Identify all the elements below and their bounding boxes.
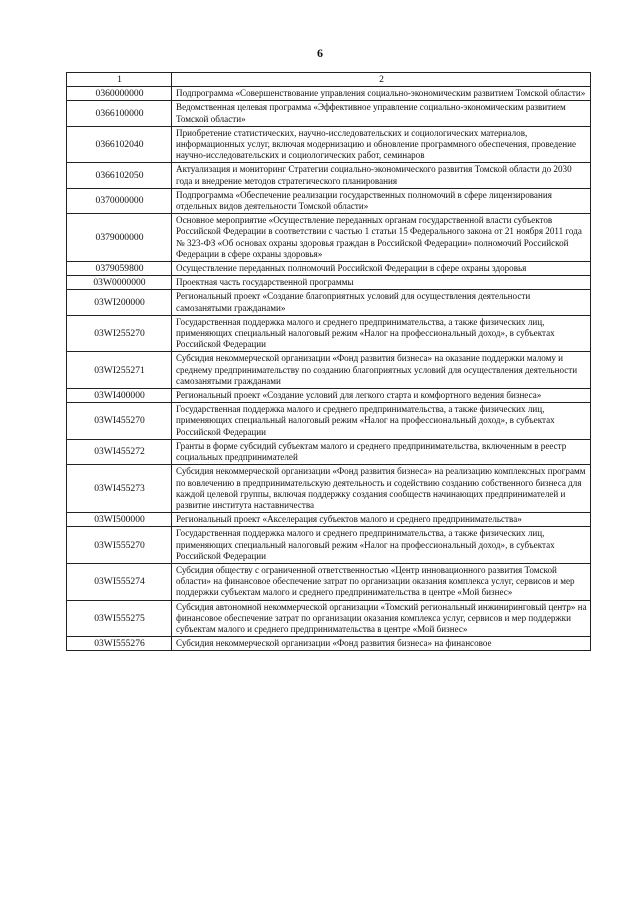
row-description-cell: Подпрограмма «Обеспечение реализации государственных полномочий в сфере лицензирования отдельных видов деятельности Томской области» xyxy=(172,188,591,213)
row-code-cell: 03WI555276 xyxy=(67,637,172,651)
header-column-1: 1 xyxy=(67,73,172,87)
table-row xyxy=(67,513,591,527)
table-row xyxy=(67,352,591,389)
row-code-cell: 0366102040 xyxy=(67,126,172,163)
table-row xyxy=(67,101,591,126)
row-description-cell: Субсидия автономной некоммерческой организации «Томский региональный инжиниринговый центр» на финансовое обеспечение затрат по организации оказания комплекса услуг, сервисов и мер поддержки субъектам малого и среднего предпринимательства в центре «Мой бизнес» xyxy=(172,600,591,637)
page-number: 6 xyxy=(317,46,323,60)
table-row xyxy=(67,389,591,403)
table-row xyxy=(67,439,591,464)
table-row xyxy=(67,600,591,637)
row-code-cell: 03WI555274 xyxy=(67,563,172,600)
row-code-cell: 03WI455273 xyxy=(67,465,172,513)
row-code-cell: 03WI555270 xyxy=(67,527,172,564)
row-code-cell: 03WI455272 xyxy=(67,439,172,464)
table-row xyxy=(67,262,591,276)
table-row xyxy=(67,465,591,513)
row-code-cell: 03WI200000 xyxy=(67,290,172,315)
row-description-cell: Приобретение статистических, научно-исследовательских и социологических материалов, информационных услуг, включая модернизацию и обновление программного обеспечения, проведение научно-исследовательских и социологических работ, семинаров xyxy=(172,126,591,163)
row-description-cell: Субсидия некоммерческой организации «Фонд развития бизнеса» на финансовое xyxy=(172,637,591,651)
row-description-cell: Государственная поддержка малого и среднего предпринимательства, а также физических лиц, применяющих специальный налоговый режим «Налог на профессиональный доход», в субъектах Российской Федерации xyxy=(172,403,591,440)
row-description-cell: Ведомственная целевая программа «Эффективное управление социально-экономическим развитием Томской области» xyxy=(172,101,591,126)
row-code-cell: 03WI500000 xyxy=(67,513,172,527)
row-description-cell: Региональный проект «Создание благоприятных условий для осуществления деятельности самозанятыми гражданами» xyxy=(172,290,591,315)
row-code-cell: 03WI255271 xyxy=(67,352,172,389)
row-code-cell: 0379000000 xyxy=(67,214,172,262)
row-code-cell: 03WI400000 xyxy=(67,389,172,403)
row-description-cell: Основное мероприятие «Осуществление переданных органам государственной власти субъектов Российской Федерации в соответствии с частью 1 статьи 15 Федерального закона от 21 ноября 2011 года № 323-ФЗ «Об основах охраны здоровья граждан в Российской Федерации» полномочий Российской Федерации в сфере охраны здоровья» xyxy=(172,214,591,262)
row-description-cell: Субсидия обществу с ограниченной ответственностью «Центр инновационного развития Томской области» на финансовое обеспечение затрат по организации оказания комплекса услуг, сервисов и мер поддержки субъектам малого и среднего предпринимательства в центре «Мой бизнес» xyxy=(172,563,591,600)
budget-code-table xyxy=(66,72,591,651)
row-code-cell: 0379059800 xyxy=(67,262,172,276)
row-code-cell: 03WI455270 xyxy=(67,403,172,440)
table-row xyxy=(67,126,591,163)
table-row xyxy=(67,637,591,651)
row-description-cell: Субсидия некоммерческой организации «Фонд развития бизнеса» на реализацию комплексных программ по вовлечению в предпринимательскую деятельность и содействию созданию собственного бизнеса для каждой целевой группы, включая поддержку создания сообществ начинающих предпринимателей и развитие института наставничества xyxy=(172,465,591,513)
table-row xyxy=(67,87,591,101)
row-code-cell: 03WI555275 xyxy=(67,600,172,637)
table-row xyxy=(67,527,591,564)
row-description-cell: Региональный проект «Акселерация субъектов малого и среднего предпринимательства» xyxy=(172,513,591,527)
row-description-cell: Государственная поддержка малого и среднего предпринимательства, а также физических лиц, применяющих специальный налоговый режим «Налог на профессиональный доход», в субъектах Российской Федерации xyxy=(172,315,591,352)
row-description-cell: Актуализация и мониторинг Стратегии социально-экономического развития Томской области до 2030 года и внедрение методов стратегического планирования xyxy=(172,163,591,188)
row-code-cell: 0366100000 xyxy=(67,101,172,126)
header-column-2: 2 xyxy=(172,73,591,87)
table-row xyxy=(67,214,591,262)
row-code-cell: 03W0000000 xyxy=(67,276,172,290)
table-row xyxy=(67,276,591,290)
table-row xyxy=(67,315,591,352)
table-row xyxy=(67,188,591,213)
row-code-cell: 03WI255270 xyxy=(67,315,172,352)
row-description-cell: Осуществление переданных полномочий Российской Федерации в сфере охраны здоровья xyxy=(172,262,591,276)
table-row xyxy=(67,563,591,600)
table-header-row xyxy=(67,73,591,87)
row-description-cell: Субсидия некоммерческой организации «Фонд развития бизнеса» на оказание поддержки малому и среднему предпринимательству по созданию благоприятных условий для осуществления деятельности самозанятыми гражданами xyxy=(172,352,591,389)
table-row xyxy=(67,403,591,440)
row-code-cell: 0370000000 xyxy=(67,188,172,213)
row-description-cell: Проектная часть государственной программы xyxy=(172,276,591,290)
row-description-cell: Подпрограмма «Совершенствование управления социально-экономическим развитием Томской области» xyxy=(172,87,591,101)
row-code-cell: 0366102050 xyxy=(67,163,172,188)
table-row xyxy=(67,290,591,315)
table-row xyxy=(67,163,591,188)
row-code-cell: 0360000000 xyxy=(67,87,172,101)
row-description-cell: Региональный проект «Создание условий для легкого старта и комфортного ведения бизнеса» xyxy=(172,389,591,403)
row-description-cell: Государственная поддержка малого и среднего предпринимательства, а также физических лиц, применяющих специальный налоговый режим «Налог на профессиональный доход», в субъектах Российской Федерации xyxy=(172,527,591,564)
row-description-cell: Гранты в форме субсидий субъектам малого и среднего предпринимательства, включенным в реестр социальных предпринимателей xyxy=(172,439,591,464)
